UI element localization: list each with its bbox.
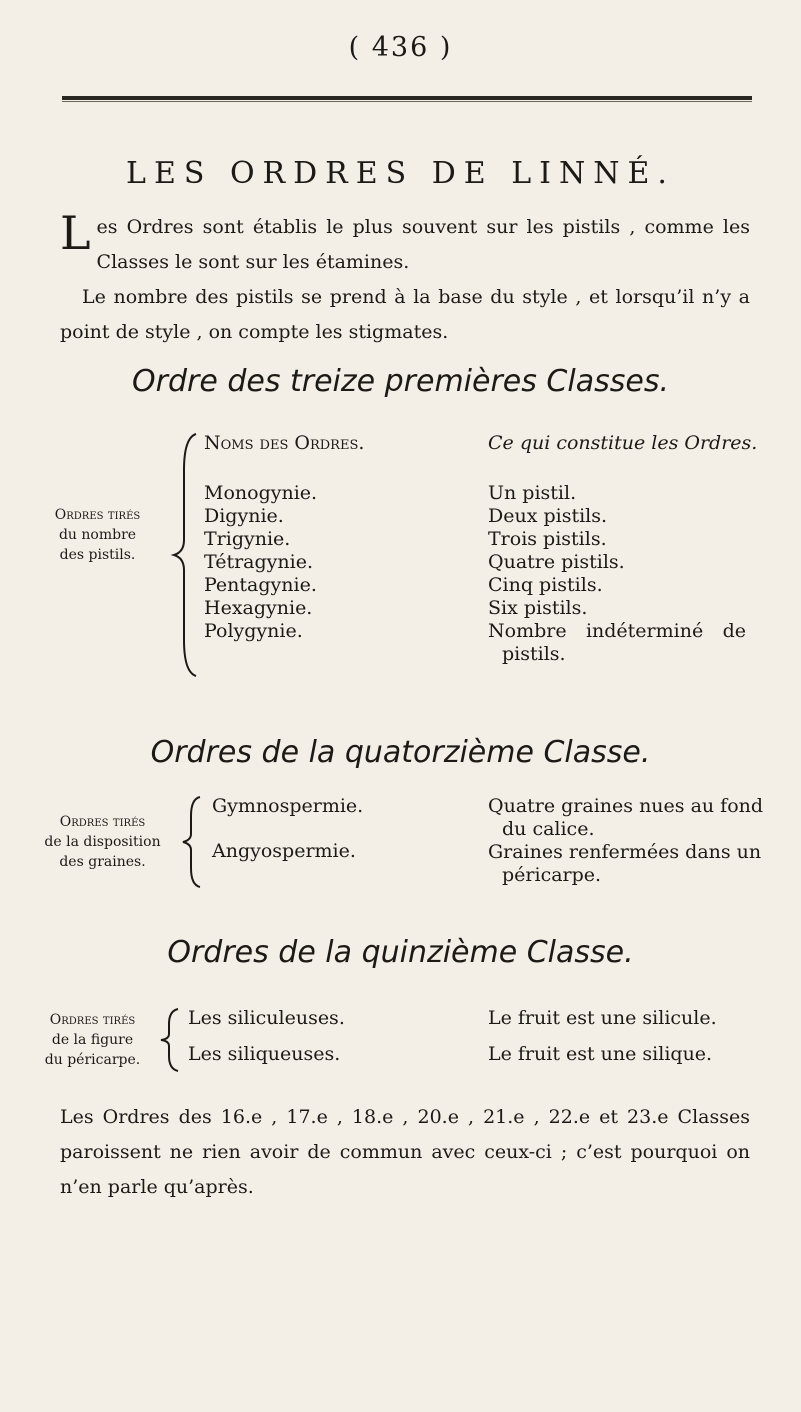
section2-brace: [180, 794, 204, 890]
section3-name-1: Les siliculeuses.: [188, 1007, 345, 1029]
footer-note: Les Ordres des 16.e , 17.e , 18.e , 20.e , 21.e , 22.e et 23.e Classes paroissent ne rien avoir de commun avec ceux-ci ; c’est pourquoi on n’en parle qu’après.: [60, 1106, 750, 1198]
order-description: Graines renfermées dans un: [488, 841, 762, 863]
order-name: Hexagynie.: [204, 597, 313, 619]
section3-brace: [158, 1006, 182, 1074]
section1-label: [30, 505, 165, 565]
section3-name-2: Les siliqueuses.: [188, 1043, 341, 1065]
order-description: du calice.: [502, 818, 595, 840]
section1-col2-header: Ce qui constitue les Ordres.: [488, 432, 758, 454]
order-description: Quatre graines nues au fond: [488, 795, 764, 817]
order-description: pistils.: [502, 643, 566, 665]
section-heading-2: Ordres de la quatorzième Classe.: [150, 735, 651, 770]
section1-descriptions: [488, 482, 746, 666]
section1-label-line-3: des pistils.: [59, 547, 136, 563]
section2-name-2: Angyospermie.: [212, 840, 356, 862]
section1-names: [204, 482, 317, 643]
section3-description-2: Le fruit est une silique.: [488, 1043, 713, 1065]
section3-label: [30, 1010, 155, 1070]
section3-label-line-3: du péricarpe.: [44, 1052, 141, 1068]
page-number: ( 436 ): [348, 32, 453, 63]
order-description: Trois pistils.: [488, 528, 607, 550]
intro-paragraph-2: Le nombre des pistils se prend à la base du style , et lorsqu’il n’y a point de style , on compte les stigmates.: [60, 286, 750, 343]
section-heading-1: Ordre des treize premières Classes.: [132, 364, 669, 399]
page-title: LES ORDRES DE LINNÉ.: [126, 156, 675, 191]
order-name: Trigynie.: [204, 528, 291, 550]
order-description: Deux pistils.: [488, 505, 608, 527]
order-name: Monogynie.: [204, 482, 318, 504]
order-name: Pentagynie.: [204, 574, 317, 596]
order-description: Nombre indéterminé de: [488, 620, 746, 642]
section1-col1-header: Noms des Ordres.: [204, 432, 365, 454]
order-name: Polygynie.: [204, 620, 303, 642]
order-name: Tétragynie.: [204, 551, 313, 573]
order-description: Cinq pistils.: [488, 574, 603, 596]
header-rule-thin: [62, 101, 752, 102]
section-heading-3: Ordres de la quinzième Classe.: [167, 935, 634, 970]
order-name: Digynie.: [204, 505, 284, 527]
intro-paragraph-1-text: es Ordres sont établis le plus souvent sur les pistils , comme les Classes le sont sur les étamines.: [96, 216, 750, 273]
intro-paragraph-1: [60, 206, 750, 280]
section2-name-1: Gymnospermie.: [212, 795, 364, 817]
section3-label-line-1: Ordres tirés: [49, 1012, 136, 1028]
order-description: Six pistils.: [488, 597, 588, 619]
order-description: Quatre pistils.: [488, 551, 625, 573]
section2-label: [30, 812, 175, 872]
section1-brace: [170, 430, 200, 680]
section1-label-line-2: du nombre: [58, 527, 137, 543]
section2-label-line-1: Ordres tirés: [59, 814, 146, 830]
section3-description-1: Le fruit est une silicule.: [488, 1007, 717, 1029]
section3-label-line-2: de la figure: [51, 1032, 134, 1048]
section2-label-line-3: des graines.: [59, 854, 146, 870]
header-rule: [62, 96, 752, 100]
order-description: péricarpe.: [502, 864, 602, 886]
section2-label-line-2: de la disposition: [44, 834, 161, 850]
dropcap-letter: L: [60, 206, 91, 260]
section1-label-line-1: Ordres tirés: [54, 507, 141, 523]
section2-descriptions: [488, 795, 763, 887]
order-description: Un pistil.: [488, 482, 577, 504]
